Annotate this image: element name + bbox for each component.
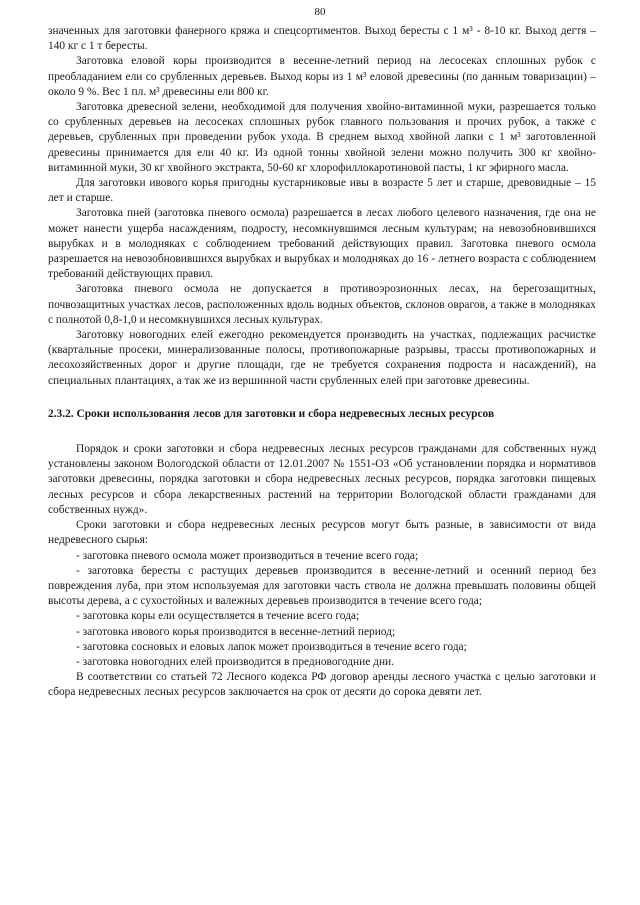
list-item: - заготовка новогодних елей производится в предновогодние дни. — [76, 655, 394, 668]
list-item: - заготовка пневого осмола может производиться в течение всего года; — [76, 549, 419, 562]
paragraph: Порядок и сроки заготовки и сбора недревесных лесных ресурсов гражданами для собственных нужд установлены законом Вологодской области от 12.01.2007 № 1551-ОЗ «Об установлении порядка и нормативов заготовки древесины, порядка заготовки и сбора недревесных лесных ресурсов, порядка заготовки пищевых лесных ресурсов и сбора лекарственных растений на территории Вологодской области гражданами для собственных нужд». — [48, 443, 596, 516]
paragraph: Заготовка древесной зелени, необходимой для получения хвойно-витаминной муки, разрешается только со срубленных деревьев на лесосеках сплошных рубок главного пользования и прочих рубок, а также с деревьев, срубленных при проведении рубок ухода. В среднем выход хвойной лапки с 1 м³ заготовленной древесины принимается для ели 40 кг. Из одной тонны хвойной зелени можно получить 300 кг хвойно-витаминной муки, 30 кг хвойного экстракта, 50-60 кг хлорофиллокаротиновой пасты, 1 кг эфирного масла. — [48, 101, 596, 174]
section-heading: 2.3.2. Сроки использования лесов для заготовки и сбора недревесных лесных ресурсов — [48, 407, 495, 420]
paragraph: Заготовка пневого осмола не допускается в противоэрозионных лесах, на берегозащитных, почвозащитных участках лесов, расположенных вдоль водных объектов, склонов оврагов, а также в молодняках с полнотой 0,8-1,0 и несомкнувшихся лесных культурах. — [48, 283, 596, 326]
paragraph: В соответствии со статьей 72 Лесного кодекса РФ договор аренды лесного участка с целью заготовки и сбора недревесных лесных ресурсов заключается на срок от десяти до сорока девяти лет. — [48, 671, 596, 699]
page-number: 80 — [314, 6, 326, 18]
paragraph: Заготовку новогодних елей ежегодно рекомендуется производить на участках, подлежащих расчистке (квартальные просеки, минерализованные полосы, противопожарные разрывы, трассы противопожарных и лесохозяйственных дорог и другие площади, где не требуется сохранения подроста и насаждений), на специальных плантациях, а так же из вершинной части срубленных елей при заготовке древесины. — [48, 329, 596, 387]
list-item: - заготовка бересты с растущих деревьев производится в весенне-летний и осенний период без повреждения луба, при этом используемая для заготовки часть ствола не должна превышать половины общей высоты дерева, а с сухостойных и валежных деревьев производится в течение всего года; — [48, 564, 596, 608]
list-item: - заготовка ивового корья производится в весенне-летний период; — [76, 625, 396, 638]
paragraph: значенных для заготовки фанерного кряжа и спецсортиментов. Выход бересты с 1 м³ - 8-10 кг. Выход дегтя – 140 кг с 1 т бересты. — [48, 25, 596, 53]
paragraph: Заготовка еловой коры производится в весенне-летний период на лесосеках сплошных рубок с преобладанием ели со срубленных деревьев. Выход коры из 1 м³ еловой древесины (по данным товаризации) – около 9 %. Вес 1 пл. м³ древесины ели 800 кг. — [48, 55, 596, 98]
paragraph: Для заготовки ивового корья пригодны кустарниковые ивы в возрасте 5 лет и старше, древовидные – 15 лет и старше. — [48, 177, 596, 205]
document-body — [48, 24, 596, 701]
paragraph: Заготовка пней (заготовка пневого осмола) разрешается в лесах любого целевого назначения, где она не может нанести ущерба насаждениям, подросту, несомкнувшимся лесным культурам; на невозобновившихся вырубках и в молодняках с соблюдением требований действующих правил. Заготовка пневого осмола разрешается на невозобновившихся вырубках и вырубках и молодняках до 16 - летнего возраста с соблюдением требований действующих правил. — [48, 207, 596, 281]
paragraph: Сроки заготовки и сбора недревесных лесных ресурсов могут быть разные, в зависимости от вида недревесного сырья: — [48, 519, 596, 547]
list-item: - заготовка коры ели осуществляется в течение всего года; — [76, 610, 360, 623]
list-item: - заготовка сосновых и еловых лапок может производиться в течение всего года; — [76, 640, 467, 653]
